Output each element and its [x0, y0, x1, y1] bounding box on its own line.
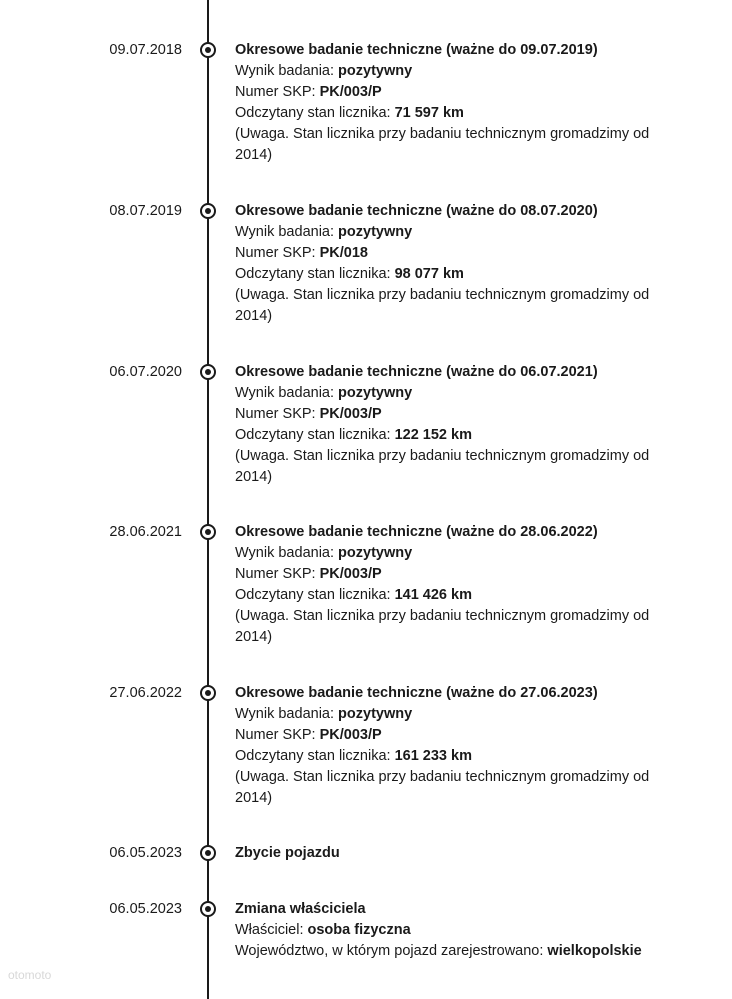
result-value: pozytywny — [338, 545, 413, 561]
skp-number — [235, 243, 655, 264]
result-label: Wynik badania: — [235, 224, 335, 240]
inspection-result — [235, 543, 655, 564]
timeline-dot-icon — [200, 845, 216, 861]
timeline-dot-icon — [200, 901, 216, 917]
event-date: 28.06.2021 — [109, 524, 182, 540]
timeline-dot-icon — [200, 42, 216, 58]
event-content — [235, 899, 655, 962]
region-label: Województwo, w którym pojazd zarejestrowano: — [235, 943, 544, 959]
odometer-label: Odczytany stan licznika: — [235, 105, 391, 121]
skp-value: PK/003/P — [319, 84, 382, 100]
odometer-note: (Uwaga. Stan licznika przy badaniu technicznym gromadzimy od 2014) — [235, 287, 650, 324]
skp-number — [235, 82, 655, 103]
inspection-result — [235, 704, 655, 725]
event-content — [235, 362, 655, 488]
odometer-note: (Uwaga. Stan licznika przy badaniu technicznym gromadzimy od 2014) — [235, 448, 650, 485]
odometer-reading — [235, 425, 655, 446]
timeline-dot-icon — [200, 203, 216, 219]
odometer-label: Odczytany stan licznika: — [235, 266, 391, 282]
odometer-value: 98 077 km — [394, 266, 464, 282]
skp-number — [235, 564, 655, 585]
result-value: pozytywny — [338, 63, 413, 79]
event-title: Zmiana właściciela — [235, 901, 366, 917]
inspection-result — [235, 222, 655, 243]
skp-value: PK/018 — [319, 245, 368, 261]
odometer-reading — [235, 746, 655, 767]
result-label: Wynik badania: — [235, 385, 335, 401]
skp-label: Numer SKP: — [235, 566, 316, 582]
result-value: pozytywny — [338, 385, 413, 401]
skp-label: Numer SKP: — [235, 727, 316, 743]
odometer-value: 141 426 km — [394, 587, 472, 603]
inspection-result — [235, 61, 655, 82]
skp-label: Numer SKP: — [235, 245, 316, 261]
event-date: 06.05.2023 — [109, 845, 182, 861]
region-info — [235, 941, 655, 962]
odometer-note: (Uwaga. Stan licznika przy badaniu technicznym gromadzimy od 2014) — [235, 126, 650, 163]
odometer-label: Odczytany stan licznika: — [235, 427, 391, 443]
timeline-dot-icon — [200, 364, 216, 380]
odometer-value: 161 233 km — [394, 748, 472, 764]
event-date: 09.07.2018 — [109, 42, 182, 58]
odometer-reading — [235, 103, 655, 124]
skp-value: PK/003/P — [319, 406, 382, 422]
timeline-dot-icon — [200, 685, 216, 701]
odometer-reading — [235, 264, 655, 285]
event-title: Okresowe badanie techniczne (ważne do 06.07.2021) — [235, 364, 598, 380]
skp-value: PK/003/P — [319, 727, 382, 743]
odometer-label: Odczytany stan licznika: — [235, 587, 391, 603]
event-content — [235, 40, 655, 166]
odometer-label: Odczytany stan licznika: — [235, 748, 391, 764]
event-title: Okresowe badanie techniczne (ważne do 27.06.2023) — [235, 685, 598, 701]
event-content — [235, 201, 655, 327]
odometer-note: (Uwaga. Stan licznika przy badaniu technicznym gromadzimy od 2014) — [235, 608, 650, 645]
event-content — [235, 843, 655, 864]
skp-number — [235, 725, 655, 746]
odometer-value: 71 597 km — [394, 105, 464, 121]
event-date: 06.07.2020 — [109, 364, 182, 380]
region-value: wielkopolskie — [547, 943, 642, 959]
result-label: Wynik badania: — [235, 63, 335, 79]
event-content — [235, 683, 655, 809]
event-title: Okresowe badanie techniczne (ważne do 08.07.2020) — [235, 203, 598, 219]
event-date: 06.05.2023 — [109, 901, 182, 917]
owner-value: osoba fizyczna — [307, 922, 411, 938]
result-value: pozytywny — [338, 224, 413, 240]
skp-label: Numer SKP: — [235, 84, 316, 100]
result-label: Wynik badania: — [235, 545, 335, 561]
event-title: Okresowe badanie techniczne (ważne do 28.06.2022) — [235, 524, 598, 540]
result-label: Wynik badania: — [235, 706, 335, 722]
watermark: otomoto — [8, 968, 52, 982]
event-date: 27.06.2022 — [109, 685, 182, 701]
odometer-note: (Uwaga. Stan licznika przy badaniu technicznym gromadzimy od 2014) — [235, 769, 650, 806]
inspection-result — [235, 383, 655, 404]
owner-info — [235, 920, 655, 941]
result-value: pozytywny — [338, 706, 413, 722]
skp-value: PK/003/P — [319, 566, 382, 582]
owner-label: Właściciel: — [235, 922, 304, 938]
skp-label: Numer SKP: — [235, 406, 316, 422]
odometer-reading — [235, 585, 655, 606]
timeline-dot-icon — [200, 524, 216, 540]
skp-number — [235, 404, 655, 425]
event-title: Zbycie pojazdu — [235, 845, 340, 861]
event-date: 08.07.2019 — [109, 203, 182, 219]
event-title: Okresowe badanie techniczne (ważne do 09.07.2019) — [235, 42, 598, 58]
odometer-value: 122 152 km — [394, 427, 472, 443]
event-content — [235, 522, 655, 648]
